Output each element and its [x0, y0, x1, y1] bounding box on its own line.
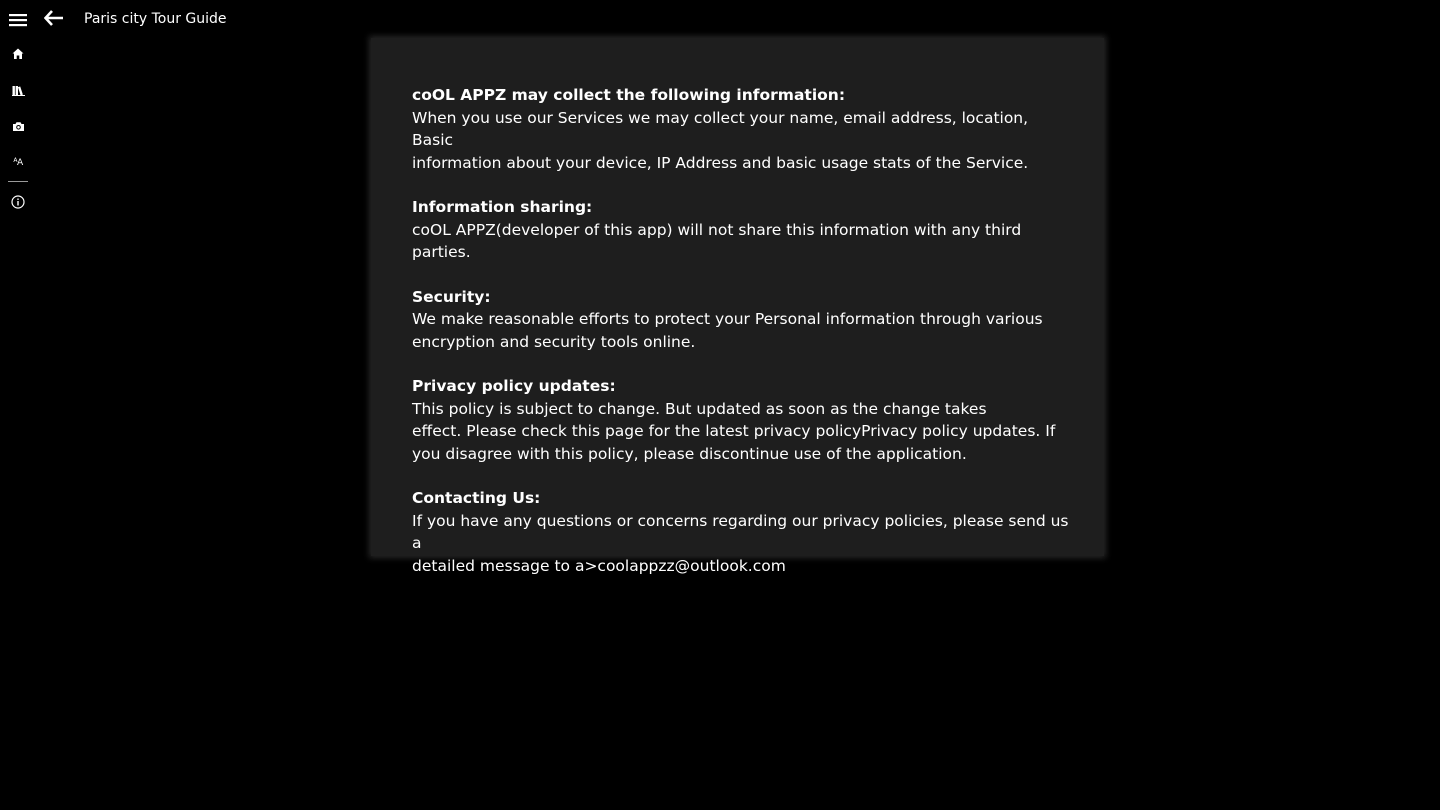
title-bar — [0, 0, 1440, 38]
section-heading: Contacting Us: — [412, 489, 541, 507]
section-line: This policy is subject to change. But updated as soon as the change takes — [412, 399, 987, 418]
nav-item-library[interactable] — [0, 72, 36, 108]
policy-section-updates — [412, 375, 1074, 465]
nav-rail — [0, 36, 36, 220]
camera-icon — [12, 121, 25, 132]
hamburger-icon[interactable] — [0, 2, 36, 38]
policy-section-contact — [412, 487, 1074, 577]
section-line: detailed message to a>coolappzz@outlook.com — [412, 556, 786, 575]
nav-item-translate[interactable] — [0, 144, 36, 180]
nav-item-info[interactable] — [0, 184, 36, 220]
privacy-policy-card — [371, 38, 1104, 575]
arrow-left-icon — [44, 10, 64, 26]
home-icon — [12, 48, 24, 60]
app-title: Paris city Tour Guide — [84, 11, 227, 27]
section-heading: Privacy policy updates: — [412, 377, 616, 395]
font-size-icon: $^A$A — [13, 156, 23, 168]
section-line: effect. Please check this page for the latest privacy policyPrivacy policy updates. If — [412, 422, 1056, 440]
nav-item-home[interactable] — [0, 36, 36, 72]
section-line: you disagree with this policy, please discontinue use of the application. — [412, 444, 967, 463]
section-line: encryption and security tools online. — [412, 332, 696, 351]
section-heading: Security: — [412, 287, 491, 306]
nav-separator — [8, 181, 28, 182]
section-line: If you have any questions or concerns regarding our privacy policies, please send us a — [412, 511, 1069, 552]
policy-section-sharing — [412, 196, 1074, 264]
policy-section-security — [412, 286, 1074, 354]
section-line: We make reasonable efforts to protect your Personal information through various — [412, 310, 1043, 328]
policy-section-collection — [412, 84, 1074, 174]
nav-item-camera[interactable] — [0, 108, 36, 144]
section-heading: Information sharing: — [412, 198, 593, 216]
section-line: When you use our Services we may collect your name, email address, location, Basic — [412, 108, 1029, 149]
library-icon — [12, 85, 25, 96]
section-line: coOL APPZ(developer of this app) will not share this information with any third — [412, 220, 1022, 239]
section-line: parties. — [412, 243, 471, 261]
section-line: information about your device, IP Address and basic usage stats of the Service. — [412, 153, 1029, 172]
section-heading: coOL APPZ may collect the following information: — [412, 86, 846, 104]
info-icon — [11, 195, 25, 209]
back-button[interactable] — [38, 2, 70, 34]
